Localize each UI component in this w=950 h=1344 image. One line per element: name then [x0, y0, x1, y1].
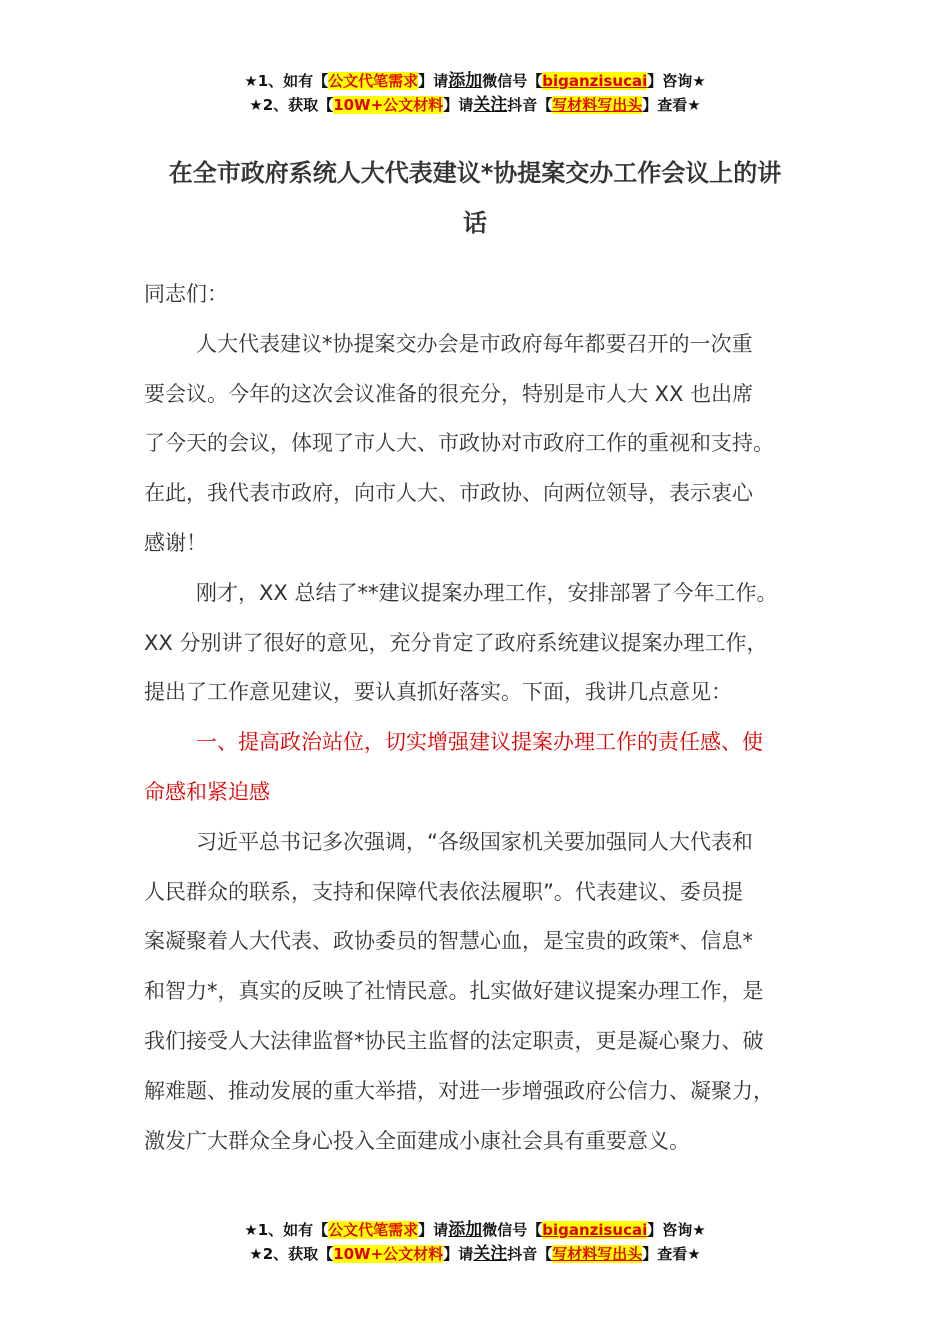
body-text-line: 感谢！	[144, 530, 207, 555]
body-text-line: 案凝聚着人大代表、政协委员的智慧心血，是宝贵的政策*、信息*	[144, 929, 753, 954]
text: 添加	[448, 1220, 483, 1240]
wechat-id: biganzisucai	[542, 1221, 648, 1239]
text: ★2、获取【	[249, 1245, 334, 1263]
body-text-line: 我们接受人大法律监督*协民主监督的法定职责，更是凝心聚力、破	[144, 1028, 764, 1053]
footer-banner	[0, 1218, 950, 1266]
douyin-name: 写材料写出头	[552, 1245, 643, 1263]
section-heading-line: 命感和紧迫感	[144, 779, 270, 804]
banner-line-2	[0, 93, 950, 117]
document-title	[144, 148, 806, 248]
document-body	[144, 270, 824, 1166]
text: 抖音【	[507, 1245, 553, 1263]
text: 】请	[418, 1221, 449, 1239]
text: 关注	[473, 1244, 508, 1264]
title-line: 在全市政府系统人大代表建议*协提案交办工作会议上的讲	[168, 159, 782, 187]
body-text-line: 和智力*，真实的反映了社情民意。扎实做好建议提案办理工作，是	[144, 979, 764, 1004]
highlight: 10W+公文材料	[333, 96, 444, 114]
text: 抖音【	[507, 96, 553, 114]
text: ★1、如有【	[244, 72, 329, 90]
text: 】请	[418, 72, 449, 90]
body-text-line: 提出了工作意见建议，要认真抓好落实。下面，我讲几点意见：	[144, 680, 732, 705]
body-text-line: 刚才，XX 总结了**建议提案办理工作，安排部署了今年工作。	[196, 580, 778, 605]
text: 】请	[443, 96, 474, 114]
text: 】请	[443, 1245, 474, 1263]
text: 微信号【	[482, 72, 543, 90]
body-text-line: 解难题、推动发展的重大举措，对进一步增强政府公信力、凝聚力，	[144, 1078, 774, 1103]
body-text-line: 要会议。今年的这次会议准备的很充分，特别是市人大 XX 也出席	[144, 381, 754, 406]
section-heading-line: 一、提高政治站位，切实增强建议提案办理工作的责任感、使	[196, 730, 763, 755]
body-text-line: 习近平总书记多次强调，“各级国家机关要加强同人大代表和	[196, 829, 753, 854]
banner-line-1	[0, 1218, 950, 1242]
highlight: 公文代笔需求	[328, 72, 419, 90]
body-text-line: 在此，我代表市政府，向市人大、市政协、向两位领导，表示衷心	[144, 481, 753, 506]
text: ★2、获取【	[249, 96, 334, 114]
body-text-line: 激发广大群众全身心投入全面建成小康社会具有重要意义。	[144, 1128, 690, 1153]
banner-line-1	[0, 69, 950, 93]
title-line: 话	[463, 209, 487, 237]
banner-line-2	[0, 1242, 950, 1266]
text: ★1、如有【	[244, 1221, 329, 1239]
text: 】查看★	[642, 96, 701, 114]
body-text-line: 了今天的会议，体现了市人大、市政协对市政府工作的重视和支持。	[144, 431, 774, 456]
highlight: 公文代笔需求	[328, 1221, 419, 1239]
text: 关注	[473, 95, 508, 115]
highlight: 10W+公文材料	[333, 1245, 444, 1263]
douyin-name: 写材料写出头	[552, 96, 643, 114]
text: 】查看★	[642, 1245, 701, 1263]
text: 】咨询★	[647, 72, 706, 90]
body-text-line: 人民群众的联系，支持和保障代表依法履职”。代表建议、委员提	[144, 879, 743, 904]
text: 微信号【	[482, 1221, 543, 1239]
text: 】咨询★	[647, 1221, 706, 1239]
wechat-id: biganzisucai	[542, 72, 648, 90]
header-banner	[0, 69, 950, 117]
body-text-line: 同志们：	[144, 282, 228, 306]
text: 添加	[448, 71, 483, 91]
body-text-line: XX 分别讲了很好的意见，充分肯定了政府系统建议提案办理工作，	[144, 630, 768, 655]
body-text-line: 人大代表建议*协提案交办会是市政府每年都要召开的一次重	[196, 331, 753, 356]
